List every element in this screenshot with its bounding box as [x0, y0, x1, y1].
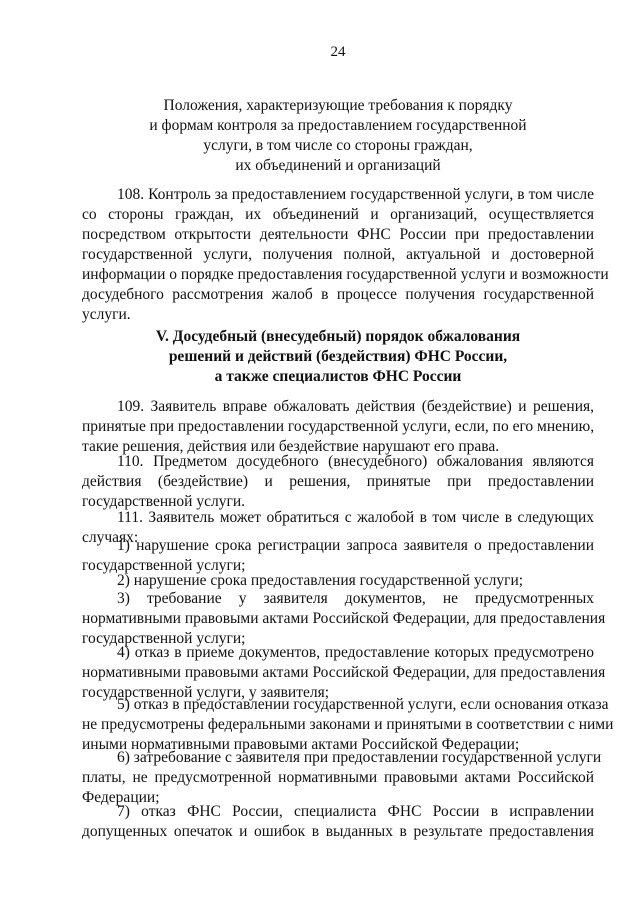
text-line: 7) отказ ФНС России, специалиста ФНС России в исправлении	[117, 803, 594, 820]
list-item-6	[82, 748, 602, 808]
text-line: государственной услуги;	[82, 557, 246, 574]
text-line: государственной услуги, получения полной, актуальной и достоверной	[82, 246, 594, 263]
text-line: 3) требование у заявителя документов, не предусмотренных	[117, 590, 594, 607]
text-line: государственной услуги, у заявителя;	[82, 684, 330, 701]
text-line: платы, не предусмотренной нормативными правовыми актами Российской	[82, 769, 594, 786]
text-line: досудебного рассмотрения жалоб в процессе получения государственной	[82, 286, 594, 303]
text-line: иными нормативными правовыми актами Российской Федерации;	[82, 736, 520, 753]
text-line: не предусмотрены федеральными законами и принятыми в соответствии с ними	[82, 716, 614, 733]
heading-line: их объединений и организаций	[235, 157, 441, 174]
list-item-7	[82, 802, 594, 842]
section-heading-appeal	[82, 327, 594, 387]
text-line: услуги.	[82, 306, 131, 323]
text-line: Федерации;	[82, 789, 160, 806]
list-item-3	[82, 589, 606, 649]
text-line: действия (бездействие) и решения, принятые при предоставлении	[82, 473, 594, 490]
heading-line: услуги, в том числе со стороны граждан,	[203, 137, 473, 154]
text-line: со стороны граждан, их объединений и организаций, осуществляется	[82, 206, 594, 223]
text-line: такие решения, действия или бездействие нарушают его права.	[82, 438, 500, 455]
list-item-1	[82, 536, 594, 576]
text-line: 1) нарушение срока регистрации запроса заявителя о предоставлении	[117, 537, 594, 554]
heading-line: Положения, характеризующие требования к порядку	[163, 97, 513, 114]
paragraph-110	[82, 452, 594, 512]
paragraph-109	[82, 397, 594, 457]
text-line: посредством открытости деятельности ФНС России при предоставлении	[82, 226, 594, 243]
heading-line: V. Досудебный (внесудебный) порядок обжалования	[155, 328, 521, 345]
list-item-4	[82, 643, 606, 703]
text-line: 109. Заявитель вправе обжаловать действия (бездействие) и решения,	[117, 398, 594, 415]
text-line: нормативными правовыми актами Российской Федерации, для предоставления	[82, 610, 606, 627]
text-line: информации о порядке предоставления государственной услуги и возможности	[82, 266, 609, 283]
text-line: государственной услуги;	[82, 630, 246, 647]
section-heading-control	[82, 96, 594, 176]
text-line: 111. Заявитель может обратиться с жалобой в том числе в следующих	[117, 509, 594, 526]
heading-line: и формам контроля за предоставлением государственной	[149, 117, 527, 134]
text-line: 6) затребование с заявителя при предоставлении государственной услуги	[117, 749, 602, 766]
text-line: случаях:	[82, 529, 139, 546]
paragraph-108	[82, 185, 609, 325]
text-line: государственной услуги.	[82, 493, 245, 510]
text-line: 5) отказ в предоставлении государственной услуги, если основания отказа	[117, 696, 609, 713]
page-number: 24	[330, 44, 346, 60]
list-item-5	[82, 695, 614, 755]
text-line: 110. Предметом досудебного (внесудебного) обжалования являются	[117, 453, 594, 470]
text-line: 108. Контроль за предоставлением государственной услуги, в том числе	[117, 186, 594, 203]
text-line: нормативными правовыми актами Российской Федерации, для предоставления	[82, 664, 606, 681]
heading-line: решений и действий (бездействия) ФНС России,	[168, 348, 508, 365]
heading-line: а также специалистов ФНС России	[214, 368, 462, 385]
list-item-2	[82, 571, 594, 591]
text-line: 2) нарушение срока предоставления государственной услуги;	[117, 572, 524, 589]
text-line: допущенных опечаток и ошибок в выданных в результате предоставления	[82, 823, 594, 840]
text-line: принятые при предоставлении государственной услуги, если, по его мнению,	[82, 418, 595, 435]
text-line: 4) отказ в приеме документов, предоставление которых предусмотрено	[117, 644, 594, 661]
